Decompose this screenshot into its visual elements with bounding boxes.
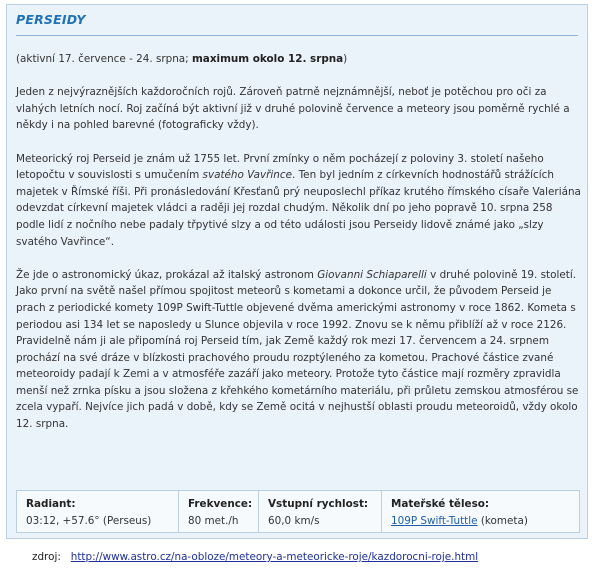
parent-body-link[interactable]: 109P Swift-Tuttle (391, 515, 478, 527)
source-link[interactable]: http://www.astro.cz/na-oblozе/meteory-a-meteoricke-roje/kazdorocni-roje.html (70, 551, 479, 563)
shower-info-table (16, 490, 580, 533)
source-line (32, 551, 478, 563)
history-text-2: . Ten byl jedním z církevních hodnostářů strážících majetek v Římské říši. Při pronásledování Křesťanů prý neuposlechl příkaz krutého římského císaře Valeriána odevzdat církevní majetek vládci a raději jej rozdal chudým. Několik dní po jeho popravě 10. srpna 258 podle lidí z nočního nebe padaly třpytivé slzy a od této události jsou Perseidy lidově známé jako „slzy svatého Vavřince“. (16, 169, 581, 248)
title-divider (16, 35, 578, 36)
parent-body-type: (kometa) (477, 515, 528, 527)
speed-label: Vstupní rychlost: (268, 498, 369, 510)
activity-period (16, 51, 582, 68)
frequency-value: 80 met./h (188, 515, 239, 527)
paragraph-intro: Jeden z nejvýraznějších každoročních rojů. Zároveň patrně nejznámnější, neboť je potěchou pro oči za vlahých letních nocí. Roj začíná být aktivní již v druhé polovině července a meteory jsou poměrně rychlé a někdy i na pohled barevné (fotograficky vždy). (16, 86, 570, 132)
paragraph-science (16, 267, 582, 433)
speed-cell (259, 491, 382, 532)
source-label: zdroj: (32, 551, 61, 563)
paragraph-history (16, 151, 582, 251)
parent-body-value (391, 513, 570, 530)
activity-maximum: maximum okolo 12. srpna (191, 53, 344, 65)
science-text-2: v druhé polovině 19. století. Jako první na světě našel přímou spojitost meteorů s kometami a dokonce určil, že původem Perseid je prach z periodické komety 109P Swift-Tuttle objevené dvěma americkými astronomy v roce 1862. Kometa s periodou asi 134 let se naposledy u Slunce objevila v roce 1992. Znovu se k němu přiblíží až v roce 2126. Pravidelně nám ji ale připomíná roj Perseid tím, jak Země každý rok mezi 17. červencem a 24. srpnem prochází na své dráze v blízkosti prachového proudu rozptýleného za kometou. Prachové částice zvané meteoroidy padají k Zemi a v atmosféře zazáří jako meteory. Protože tyto částice mají rozměry zpravidla menší než zrnka písku a jsou složena z křehkého kometárního materiálu, při průletu zemskou atmosférou se zcela vypaří. Nejvíce jich padá v době, kdy se Země ocitá v nejhustší oblasti proudu meteoroidů, vždy okolo 12. srpna. (16, 268, 579, 431)
frequency-label: Frekvence: (188, 498, 253, 510)
description (16, 51, 582, 449)
radiant-cell (17, 491, 179, 532)
activity-prefix: (aktivní 17. července - 24. srpna; (16, 53, 192, 65)
meteor-shower-panel (6, 4, 588, 539)
shower-title: PERSEIDY (16, 12, 86, 27)
parent-body-cell (382, 491, 579, 532)
science-text-1: Že jde o astronomický úkaz, prokázal až italský astronom (16, 268, 318, 281)
history-text-1: Meteorický roj Perseid je znám už 1755 let. První zmínky o něm pocházejí z poloviny 3. století našeho letopočtu v souvislosti s umučením (16, 152, 544, 182)
saint-name: svatého Vavřince (202, 169, 292, 182)
frequency-cell (179, 491, 259, 532)
parent-body-label: Mateřské těleso: (391, 498, 490, 510)
astronomer-name: Giovanni Schiaparelli (317, 268, 427, 281)
activity-suffix: ) (343, 53, 348, 65)
radiant-label: Radiant: (26, 498, 76, 510)
speed-value: 60,0 km/s (268, 515, 320, 527)
radiant-value: 03:12, +57.6° (Perseus) (26, 515, 152, 527)
